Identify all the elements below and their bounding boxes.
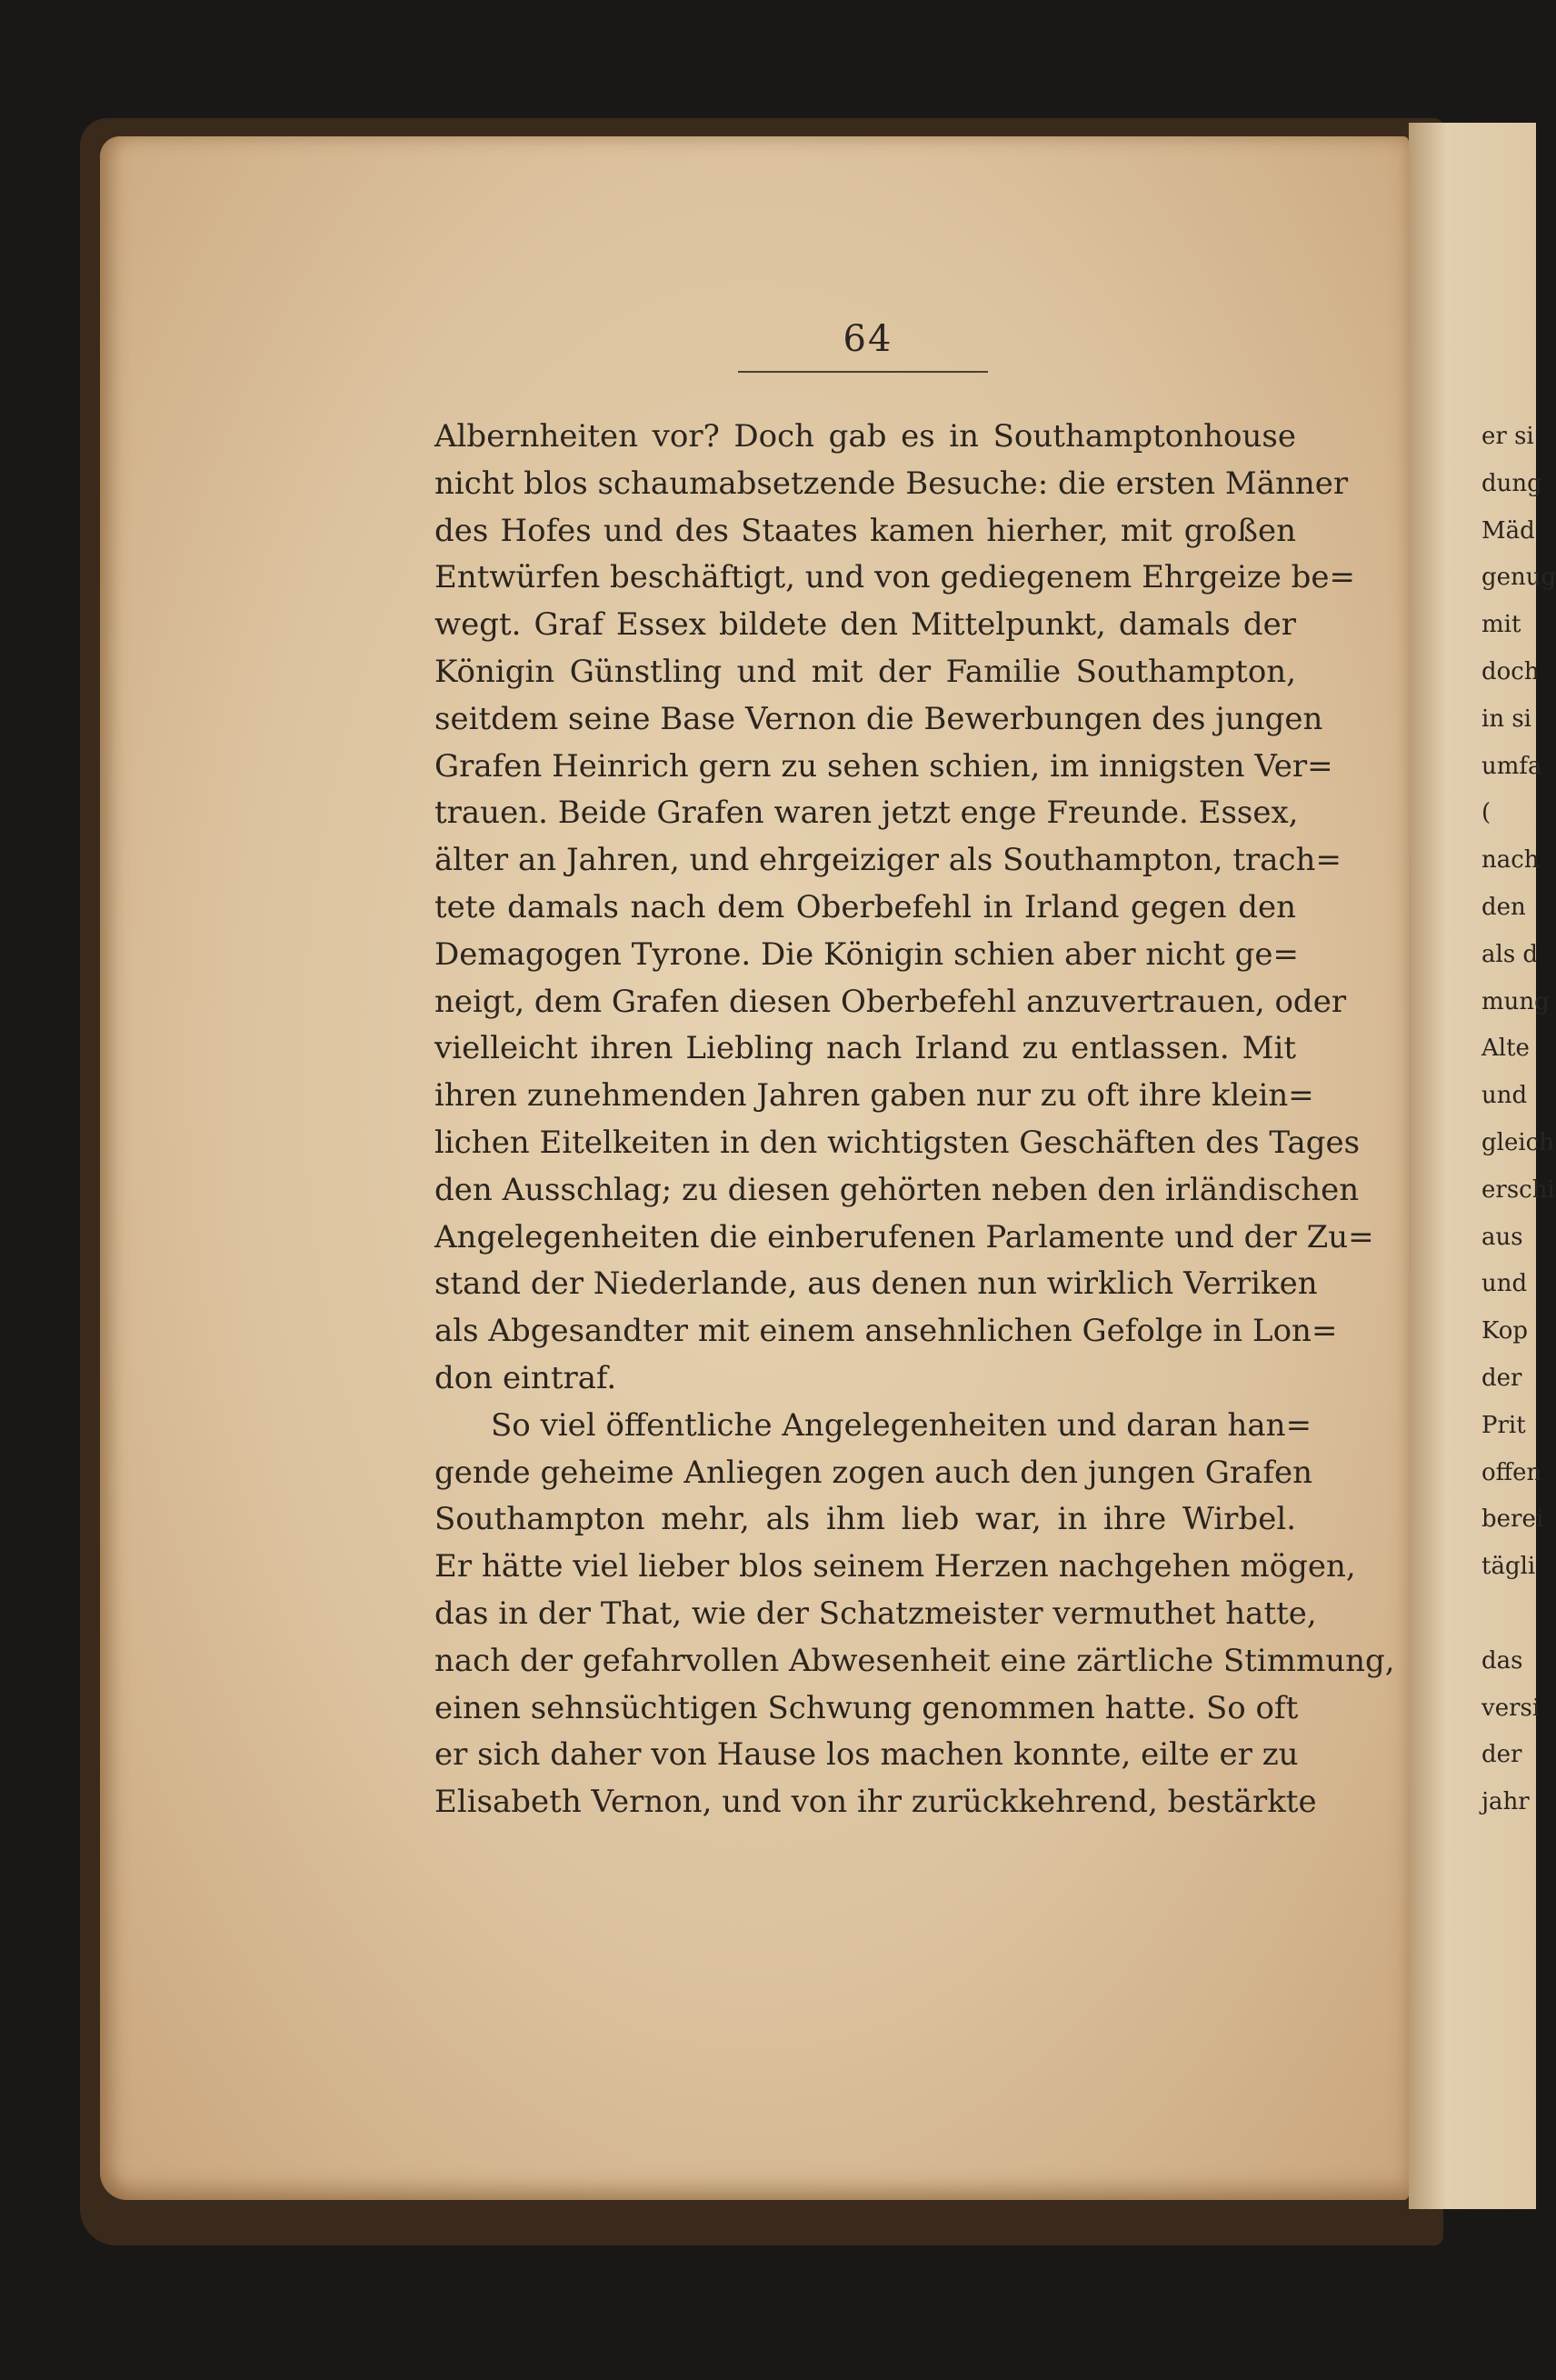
right-page-fragment: jahr: [1481, 1788, 1530, 1816]
text-line: einen sehnsüchtigen Schwung genommen hatte. So oft: [434, 1689, 1299, 1726]
right-page-fragment: Mäd: [1481, 516, 1535, 545]
text-line: stand der Niederlande, aus denen nun wirklich Verriken: [434, 1265, 1318, 1303]
text-line: vielleicht ihren Liebling nach Irland zu entlassen. Mit: [434, 1030, 1296, 1067]
right-page-fragment: doch: [1481, 657, 1540, 685]
text-line: nach der gefahrvollen Abwesenheit eine zärtliche Stimmung,: [434, 1642, 1395, 1679]
text-line: er sich daher von Hause los machen konnte, eilte er zu: [434, 1736, 1299, 1774]
right-page-fragment: mit: [1481, 611, 1521, 639]
text-line: lichen Eitelkeiten in den wichtigsten Geschäften des Tages: [434, 1124, 1361, 1161]
text-line: nicht blos schaumabsetzende Besuche: die ersten Männer: [434, 465, 1349, 502]
right-page-fragment: mung: [1481, 987, 1550, 1015]
right-page-fragment: berei: [1481, 1505, 1544, 1534]
right-page-fragment: tägli: [1481, 1553, 1536, 1581]
text-line: Albernheiten vor? Doch gab es in Southamptonhouse: [434, 418, 1296, 455]
right-page-fragment: aus: [1481, 1223, 1523, 1251]
text-line: älter an Jahren, und ehrgeiziger als Southampton, trach=: [434, 842, 1342, 879]
right-page-fragment: (: [1481, 799, 1491, 827]
text-line: tete damals nach dem Oberbefehl in Irland gegen den: [434, 888, 1296, 925]
text-line: Demagogen Tyrone. Die Königin schien aber nicht ge=: [434, 935, 1299, 973]
right-page-fragment: den: [1481, 893, 1526, 921]
text-line: den Ausschlag; zu diesen gehörten neben den irländischen: [434, 1171, 1360, 1208]
right-page-fragment: in si: [1481, 705, 1531, 733]
text-line: don eintraf.: [434, 1359, 617, 1396]
right-page-fragment: erschi: [1481, 1175, 1555, 1204]
page-number-rule: [738, 371, 988, 373]
text-line: Grafen Heinrich gern zu sehen schien, im innigsten Ver=: [434, 747, 1333, 785]
text-line: Königin Günstling und mit der Familie Southampton,: [434, 653, 1296, 690]
body-text: [434, 414, 1395, 1826]
text-line: Er hätte viel lieber blos seinem Herzen nachgehen mögen,: [434, 1548, 1356, 1585]
text-line: neigt, dem Grafen diesen Oberbefehl anzuvertrauen, oder: [434, 983, 1347, 1020]
text-line: Entwürfen beschäftigt, und von gediegenem Ehrgeize be=: [434, 559, 1356, 596]
right-page-fragment: Kop: [1481, 1317, 1529, 1345]
text-line: ihren zunehmenden Jahren gaben nur zu oft ihre klein=: [434, 1077, 1314, 1115]
right-page-fragment: das: [1481, 1646, 1523, 1675]
text-line: des Hofes und des Staates kamen hierher, mit großen: [434, 512, 1296, 549]
right-page-fragment: umfa: [1481, 752, 1542, 780]
text-line: So viel öffentliche Angelegenheiten und daran han=: [491, 1406, 1312, 1444]
right-page-fragment: gleich: [1481, 1128, 1554, 1156]
page-number: 64: [843, 318, 893, 360]
text-line: Angelegenheiten die einberufenen Parlamente und der Zu=: [434, 1218, 1374, 1255]
text-line: das in der That, wie der Schatzmeister vermuthet hatte,: [434, 1595, 1317, 1632]
right-page-fragment: der: [1481, 1741, 1522, 1769]
right-page-fragment: Alte: [1481, 1035, 1530, 1063]
right-page-fragment: [1481, 1591, 1526, 1638]
right-page-fragment: er si: [1481, 423, 1534, 450]
right-page-fragment: Prit: [1481, 1411, 1526, 1439]
text-line: seitdem seine Base Vernon die Bewerbungen des jungen: [434, 700, 1323, 737]
right-page-fragment: nach: [1481, 846, 1540, 875]
right-page-fragment: dung: [1481, 469, 1542, 497]
right-page-fragment: der: [1481, 1364, 1522, 1392]
text-line: trauen. Beide Grafen waren jetzt enge Freunde. Essex,: [434, 795, 1299, 832]
text-line: Elisabeth Vernon, und von ihr zurückkehrend, bestärkte: [434, 1784, 1317, 1821]
right-page-fragment: versi: [1481, 1694, 1541, 1722]
right-page-fragment: offen: [1481, 1458, 1542, 1486]
text-line: wegt. Graf Essex bildete den Mittelpunkt, damals der: [434, 606, 1296, 644]
right-page-fragment: und: [1481, 1270, 1528, 1298]
text-line: als Abgesandter mit einem ansehnlichen Gefolge in Lon=: [434, 1313, 1338, 1350]
right-page-fragment: und: [1481, 1082, 1528, 1110]
text-line: Southampton mehr, als ihm lieb war, in ihre Wirbel.: [434, 1501, 1296, 1538]
right-page-fragment: genug: [1481, 564, 1556, 592]
text-line: gende geheime Anliegen zogen auch den jungen Grafen: [434, 1454, 1313, 1491]
right-page-fragment: als d: [1481, 940, 1539, 968]
right-page-text: [1481, 414, 1556, 1826]
